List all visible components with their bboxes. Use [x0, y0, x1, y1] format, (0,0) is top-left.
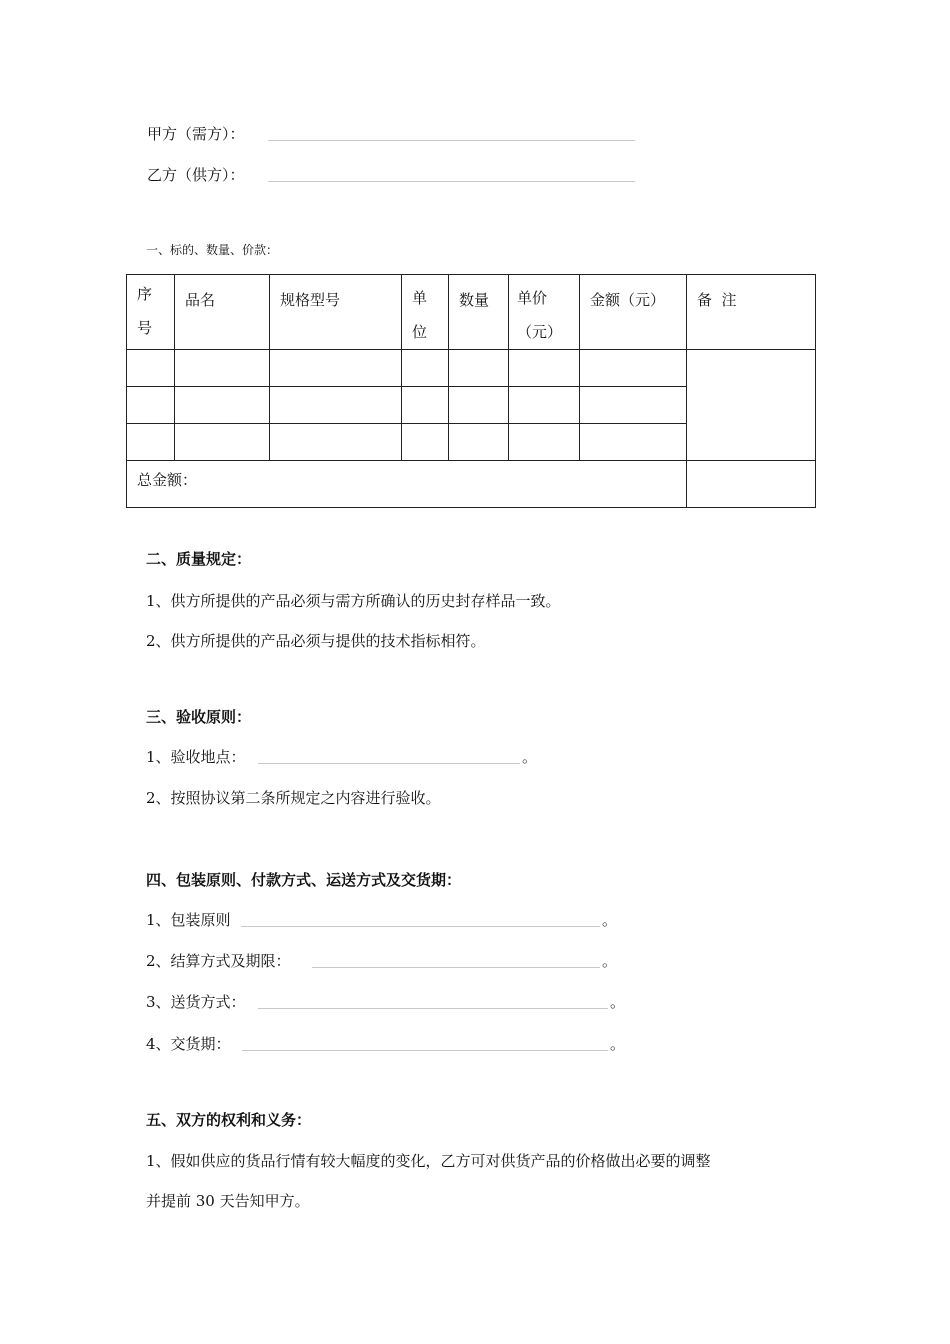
- settlement-label: 2、结算方式及期限：: [146, 952, 291, 970]
- section2-title: 二、质量规定：: [146, 550, 252, 568]
- cell-seq[interactable]: [127, 424, 175, 461]
- total-remark-cell[interactable]: [687, 461, 816, 508]
- inspection-location-fill-line[interactable]: [258, 763, 520, 764]
- header-remark: 备 注: [687, 275, 816, 350]
- settlement-fill-line[interactable]: [312, 967, 600, 968]
- cell-spec[interactable]: [270, 424, 402, 461]
- section3-item-1-label: 1、验收地点：: [146, 748, 246, 766]
- table-header-row: [127, 275, 816, 350]
- party-b-label: 乙方（供方）：: [147, 166, 245, 184]
- cell-name[interactable]: [175, 424, 270, 461]
- cell-unit[interactable]: [402, 424, 449, 461]
- section3-item-1-end: 。: [522, 748, 538, 766]
- section2-item-2: 2、供方所提供的产品必须与提供的技术指标相符。: [146, 632, 486, 650]
- header-spec: 规格型号: [270, 275, 402, 350]
- packaging-fill-line[interactable]: [241, 926, 600, 927]
- cell-spec[interactable]: [270, 350, 402, 387]
- packaging-end: 。: [602, 911, 618, 929]
- header-qty: 数量: [449, 275, 509, 350]
- goods-table: [126, 274, 816, 508]
- section3-title: 三、验收原则：: [146, 708, 252, 726]
- header-unit-line2: 位: [412, 323, 428, 341]
- cell-price[interactable]: [509, 424, 580, 461]
- cell-price[interactable]: [509, 387, 580, 424]
- cell-unit[interactable]: [402, 387, 449, 424]
- section5-title: 五、双方的权利和义务：: [146, 1111, 312, 1129]
- header-seq-line1: 序: [137, 285, 153, 303]
- delivery-date-label: 4、交货期：: [146, 1035, 231, 1053]
- section2-item-1: 1、供方所提供的产品必须与需方所确认的历史封存样品一致。: [146, 592, 561, 610]
- delivery-date-end: 。: [610, 1035, 626, 1053]
- cell-unit[interactable]: [402, 350, 449, 387]
- cell-name[interactable]: [175, 387, 270, 424]
- cell-name[interactable]: [175, 350, 270, 387]
- cell-amount[interactable]: [580, 424, 687, 461]
- delivery-date-fill-line[interactable]: [242, 1050, 608, 1051]
- cell-spec[interactable]: [270, 387, 402, 424]
- delivery-method-end: 。: [610, 993, 626, 1011]
- delivery-method-fill-line[interactable]: [258, 1008, 608, 1009]
- section1-title: 一、标的、数量、价款：: [146, 243, 279, 257]
- header-price: [509, 275, 580, 350]
- header-amount: 金额（元）: [580, 275, 687, 350]
- cell-qty[interactable]: [449, 424, 509, 461]
- header-price-line2: （元）: [517, 323, 563, 341]
- packaging-label: 1、包装原则: [146, 911, 231, 929]
- header-seq-line2: 号: [137, 319, 153, 337]
- cell-price[interactable]: [509, 350, 580, 387]
- cell-amount[interactable]: [580, 350, 687, 387]
- party-a-fill-line[interactable]: [268, 140, 635, 141]
- section5-item-1-line2: 并提前 30 天告知甲方。: [146, 1192, 310, 1210]
- settlement-end: 。: [602, 952, 618, 970]
- section4-title: 四、包装原则、付款方式、运送方式及交货期：: [146, 871, 462, 889]
- header-price-line1: 单价: [517, 289, 548, 307]
- table-total-row: [127, 461, 816, 508]
- party-a-label: 甲方（需方）：: [147, 125, 245, 143]
- header-unit-line1: 单: [412, 289, 428, 307]
- section3-item-2: 2、按照协议第二条所规定之内容进行验收。: [146, 789, 441, 807]
- header-name: 品名: [175, 275, 270, 350]
- cell-seq[interactable]: [127, 350, 175, 387]
- party-b-fill-line[interactable]: [268, 181, 635, 182]
- section5-item-1-line1: 1、假如供应的货品行情有较大幅度的变化，乙方可对供货产品的价格做出必要的调整: [146, 1152, 711, 1170]
- header-unit: [402, 275, 449, 350]
- cell-amount[interactable]: [580, 387, 687, 424]
- cell-remark-merged[interactable]: [687, 350, 816, 461]
- total-amount-label: 总金额：: [137, 471, 198, 489]
- delivery-method-label: 3、送货方式：: [146, 993, 246, 1011]
- table-row: [127, 350, 816, 387]
- cell-seq[interactable]: [127, 387, 175, 424]
- cell-qty[interactable]: [449, 387, 509, 424]
- cell-qty[interactable]: [449, 350, 509, 387]
- header-seq: [127, 275, 175, 350]
- total-amount-cell[interactable]: [127, 461, 687, 508]
